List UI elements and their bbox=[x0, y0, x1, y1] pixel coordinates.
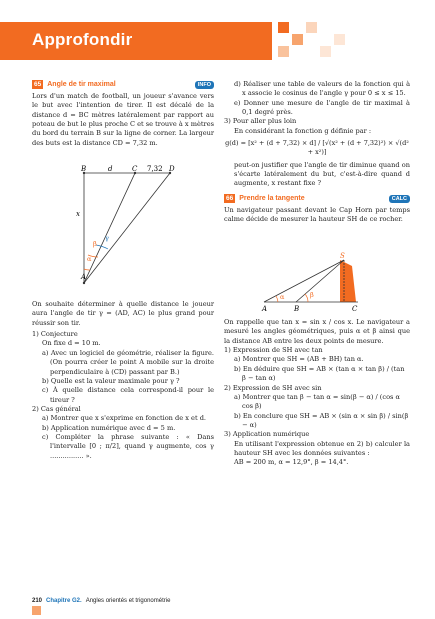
beta-label: β bbox=[93, 240, 97, 248]
q2b: b) En conclure que SH = AB × (sin α × sin β) / sin(β − α) bbox=[234, 411, 409, 429]
q3-text: peut-on justifier que l'angle de tir diminue quand on s'écarte latéralement du but, c'est-à-dire quand d augmente, x restant fixe ? bbox=[234, 160, 410, 188]
q3-data: AB = 200 m, α = 12,9°, β = 14,4°. bbox=[234, 458, 349, 467]
exercise-66-questions bbox=[224, 318, 410, 468]
point-d-label: D bbox=[169, 165, 175, 173]
exercise-66-header bbox=[224, 194, 410, 204]
football-figure bbox=[32, 165, 182, 285]
info-badge: INFO bbox=[195, 81, 214, 89]
point-a-label: A bbox=[262, 305, 268, 313]
q3-heading: 3) Application numérique bbox=[224, 430, 310, 439]
q2b: b) Application numérique avec d = 5 m. bbox=[42, 423, 176, 432]
exercise-65-header bbox=[32, 80, 214, 90]
recall-text: On rappelle que tan x = sin x / cos x. Le navigateur a mesuré les angles géométriques, puis α et β ainsi que la distance AB entre les deux points de mesure. bbox=[224, 318, 410, 345]
q2c: c) Compléter la phrase suivante : « Dans l'intervalle [0 ; π/2], quand γ augmente, cos γ ................ ». bbox=[42, 433, 214, 460]
point-b-label: B bbox=[81, 165, 87, 173]
q2a: a) Montrer que x s'exprime en fonction de x et d. bbox=[42, 414, 207, 423]
gamma-label: γ bbox=[105, 234, 109, 242]
exercise-title: Prendre la tangente bbox=[239, 194, 305, 202]
exercise-title: Angle de tir maximal bbox=[47, 81, 116, 88]
calc-badge: CALC bbox=[389, 195, 410, 203]
q3-intro: En considérant la fonction g définie par : bbox=[234, 126, 372, 135]
q1-heading: 1) Expression de SH avec tan bbox=[224, 346, 323, 355]
page-footer bbox=[32, 597, 170, 606]
exercise-number: 65 bbox=[34, 81, 42, 89]
alpha-label: α bbox=[280, 293, 285, 301]
point-c-label: C bbox=[352, 305, 358, 313]
q3-text: En utilisant l'expression obtenue en 2) b) calculer la hauteur SH avec les données suivantes : bbox=[234, 439, 410, 458]
decor-square bbox=[306, 22, 317, 33]
q2a: a) Montrer que tan β − tan α = sin(β − α) / (cos α cos β) bbox=[234, 392, 400, 411]
exercise-intro: Lors d'un match de football, un joueur s'avance vers le but avec l'intention de tirer. Il est décalé de la distance d = BC mètres latéralement par rapport au poteau de but le plus proche C et se trouve à x mètres du bord du terrain B sur la ligne de corner. La largeur des buts est la distance CD = 7,32 m. bbox=[32, 91, 214, 147]
page-title: Approfondir bbox=[32, 30, 133, 49]
exercise-number: 66 bbox=[226, 195, 234, 203]
q1b: b) Quelle est la valeur maximale pour γ ? bbox=[42, 376, 180, 385]
exercise-intro: Un navigateur passant devant le Cap Horn par temps calme décide de mesurer la hauteur SH de ce rocher. bbox=[224, 205, 410, 223]
cape-horn-figure bbox=[254, 252, 364, 314]
q1a: a) Montrer que SH = (AB + BH) tan α. bbox=[234, 355, 364, 364]
q2d: d) Réaliser une table de valeurs de la fonction qui à x associe le cosinus de l'angle γ pour 0 ≤ x ≤ 15. bbox=[234, 80, 410, 98]
q1-fix: On fixe d = 10 m. bbox=[42, 339, 101, 348]
question-intro: On souhaite déterminer à quelle distance le joueur aura l'angle de tir γ = (AD, AC) le plus grand pour réussir son tir. bbox=[32, 300, 214, 327]
beta-label: β bbox=[310, 291, 314, 299]
q3-heading: 3) Pour aller plus loin bbox=[224, 117, 297, 126]
q2-heading: 2) Cas général bbox=[32, 404, 81, 413]
distance-x-label: x bbox=[76, 210, 80, 218]
alpha-label: α bbox=[87, 255, 92, 263]
g-formula: g(d) = [x² + (d + 7,32) × d] / [√(x² + (d + 7,32)²) × √(d² + x²)] bbox=[225, 139, 409, 157]
point-b-label: B bbox=[294, 305, 300, 313]
exercise-65 bbox=[32, 80, 214, 148]
goal-width-label: 7,32 bbox=[147, 165, 163, 173]
page-number: 210 bbox=[32, 598, 43, 604]
page-header bbox=[0, 0, 435, 64]
right-column bbox=[224, 80, 410, 224]
chapter-title: Angles orientés et trigonométrie bbox=[85, 598, 171, 604]
point-a-label: A bbox=[81, 273, 87, 281]
decor-square bbox=[278, 22, 289, 33]
point-c-label: C bbox=[132, 165, 138, 173]
q1c: c) À quelle distance cela correspond-il pour le tireur ? bbox=[42, 386, 214, 404]
q1-heading: 1) Conjecture bbox=[32, 330, 78, 339]
decor-square bbox=[278, 46, 289, 57]
exercise-65-questions bbox=[32, 300, 214, 461]
chapter-label: Chapitre G2. bbox=[46, 598, 82, 604]
decor-square bbox=[334, 34, 345, 45]
decor-square bbox=[320, 46, 331, 57]
q2-heading: 2) Expression de SH avec sin bbox=[224, 383, 322, 392]
footer-square bbox=[32, 606, 41, 615]
q1b: b) En déduire que SH = AB × (tan α × tan β) / (tan β − tan α) bbox=[234, 364, 405, 383]
point-s-label: S bbox=[340, 252, 345, 260]
q1a: a) Avec un logiciel de géométrie, réaliser la figure. (On pourra créer le point A mobile sur la droite perpendiculaire à (CD) passant par B.) bbox=[42, 348, 214, 376]
q2e: e) Donner une mesure de l'angle de tir maximal à 0,1 degré près. bbox=[234, 98, 410, 117]
decor-square bbox=[292, 34, 303, 45]
distance-d-label: d bbox=[108, 165, 113, 173]
